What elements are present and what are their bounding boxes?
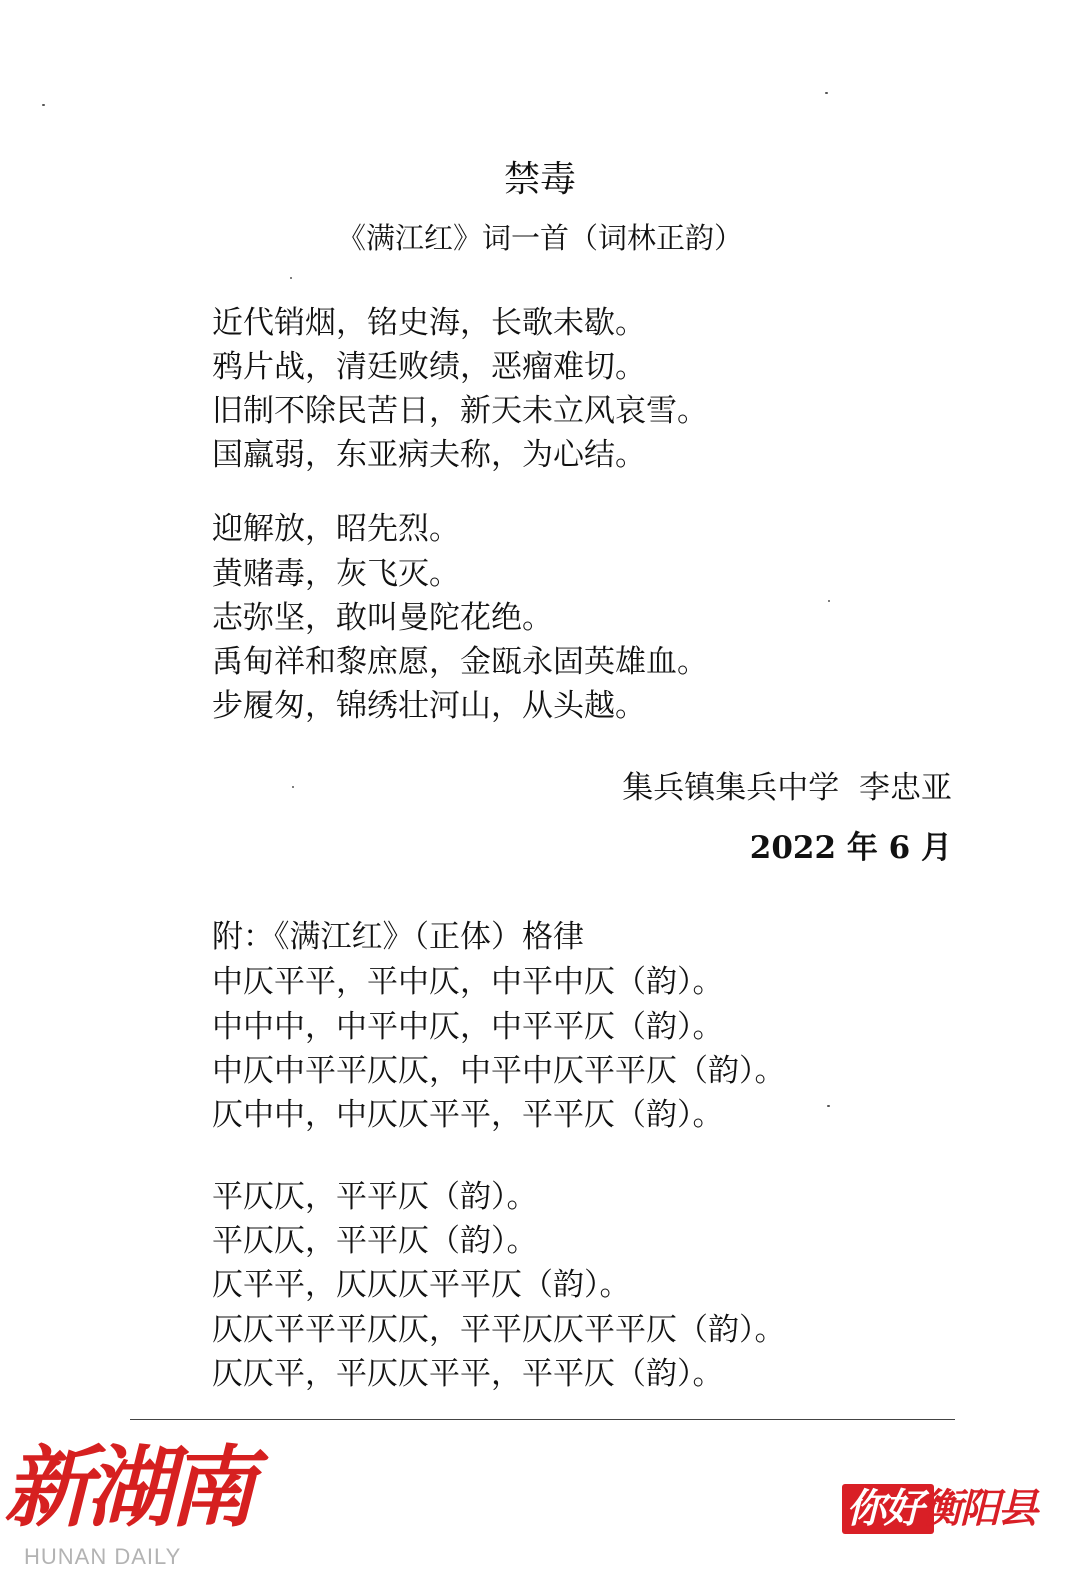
logo-text-part1: 你好 bbox=[846, 1485, 922, 1532]
meter-line: 中仄平平，平中仄，中平中仄（韵）。 bbox=[212, 964, 724, 1000]
hunan-daily-logo bbox=[4, 1432, 251, 1574]
scan-speck bbox=[292, 786, 294, 788]
poem-line: 步履匆，锦绣壮河山，从头越。 bbox=[212, 688, 646, 724]
meter-line: 仄平平，仄仄仄平平仄（韵）。 bbox=[212, 1267, 631, 1303]
meter-line: 中仄中平平仄仄，中平中仄平平仄（韵）。 bbox=[212, 1053, 786, 1089]
meter-line: 仄仄平，平仄仄平平，平平仄（韵）。 bbox=[212, 1356, 724, 1392]
footer-divider bbox=[130, 1419, 955, 1420]
poem-subtitle: 《满江红》词一首（词林正韵） bbox=[336, 221, 743, 255]
meter-line: 仄仄平平平仄仄，平平仄仄平平仄（韵）。 bbox=[212, 1312, 786, 1348]
scan-speck bbox=[290, 277, 292, 279]
scan-speck bbox=[828, 600, 830, 602]
poem-line: 志弥坚，敢叫曼陀花绝。 bbox=[212, 600, 553, 636]
author-line: 集兵镇集兵中学 李忠亚 bbox=[622, 770, 952, 806]
scan-speck bbox=[825, 92, 828, 94]
meter-line: 中中中，中平中仄，中平平仄（韵）。 bbox=[212, 1009, 724, 1045]
poem-line: 国羸弱，东亚病夫称，为心结。 bbox=[212, 437, 646, 473]
scan-speck bbox=[827, 1105, 830, 1107]
hengyang-county-logo bbox=[842, 1480, 1047, 1540]
logo-text bbox=[846, 1482, 1036, 1536]
date-line: 2022 年 6 月 bbox=[749, 830, 952, 866]
appendix-heading: 附：《满江红》（正体）格律 bbox=[212, 919, 584, 955]
meter-line: 平仄仄，平平仄（韵）。 bbox=[212, 1223, 538, 1259]
logo-text-part2: 衡阳县 bbox=[922, 1485, 1036, 1532]
poem-line: 近代销烟，铭史海，长歌未歇。 bbox=[212, 305, 646, 341]
logo-english-text: HUNAN DAILY bbox=[24, 1544, 182, 1569]
poem-line: 黄赌毒，灰飞灭。 bbox=[212, 556, 460, 592]
scan-speck bbox=[42, 104, 45, 106]
poem-title: 禁毒 bbox=[503, 159, 576, 200]
meter-line: 平仄仄，平平仄（韵）。 bbox=[212, 1179, 538, 1215]
poem-line: 鸦片战，清廷败绩，恶瘤难切。 bbox=[212, 349, 646, 385]
logo-chinese-text: 新湖南 bbox=[4, 1435, 251, 1539]
poem-line: 禹甸祥和黎庶愿，金瓯永固英雄血。 bbox=[212, 644, 708, 680]
poem-line: 迎解放，昭先烈。 bbox=[212, 511, 460, 547]
poem-line: 旧制不除民苦日，新天未立风哀雪。 bbox=[212, 393, 708, 429]
meter-line: 仄中中，中仄仄平平，平平仄（韵）。 bbox=[212, 1097, 724, 1133]
